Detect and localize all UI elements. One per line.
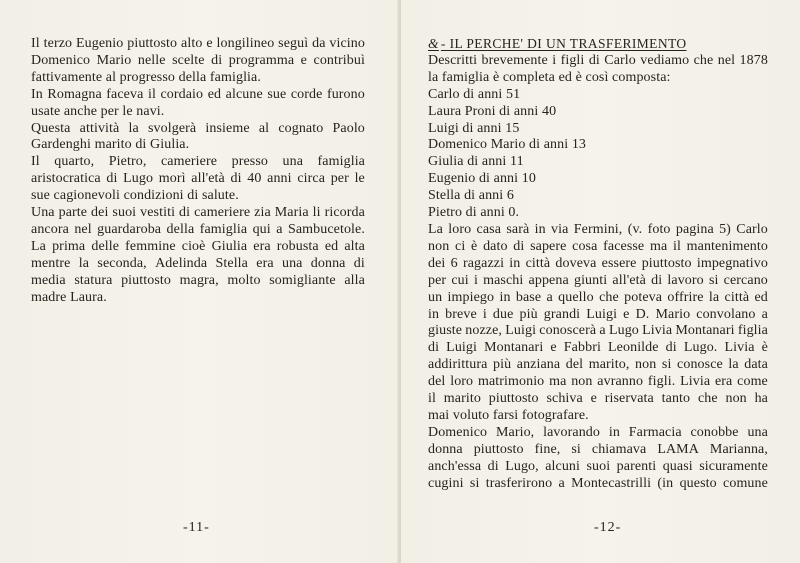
text-line: un impiego in base a quello che poteva offrire la città ed	[428, 289, 768, 305]
text-line: fattivamente al progresso della famiglia.	[31, 69, 261, 85]
text-line: Questa attività la svolgerà insieme al cognato Paolo	[31, 120, 365, 136]
text-line: Carlo di anni 51	[428, 86, 521, 102]
text-line: addirittura più anziana del marito, non si conosce la data	[428, 357, 768, 373]
ornament-icon: &	[428, 36, 439, 51]
text-line: La prima delle femmine cioè Giulia era robusta ed alta	[31, 238, 365, 254]
text-line: madre Laura.	[31, 289, 107, 305]
text-line: anch'essa di Lugo, alcuni suoi parenti quasi sicuramente	[428, 458, 768, 474]
text-line: Il terzo Eugenio piuttosto alto e longilineo seguì da vicino	[31, 36, 365, 51]
text-line: Una parte dei suoi vestiti di cameriere zia Maria li ricorda	[31, 205, 365, 221]
text-line: Eugenio di anni 10	[428, 171, 536, 187]
text-line: mai voluto farsi fotografare.	[428, 407, 589, 423]
text-line: Pietro di anni 0.	[428, 205, 520, 221]
section-heading-text: - IL PERCHE' DI UN TRASFERIMENTO	[440, 36, 687, 51]
text-line: Stella di anni 6	[428, 188, 514, 204]
page-number: -12-	[594, 520, 622, 535]
text-line: ancora nel guardaroba della famiglia qui a Sambucetole.	[31, 221, 365, 237]
text-line: Luigi di anni 15	[428, 120, 520, 136]
text-line: Descritti brevemente i figli di Carlo vediamo che nel 1878	[428, 52, 768, 68]
text-line: di Luigi Montanari e Fabbri Leonilde di Lugo. Livia è	[428, 340, 768, 356]
text-line: Domenico Mario nelle scelte di programma e contribuì	[31, 52, 365, 68]
text-line: Domenico Mario di anni 13	[428, 137, 587, 153]
right-page	[401, 0, 800, 563]
text-line: aristocratica di Lugo morì all'età di 40 anni circa per le	[31, 171, 365, 187]
text-line: Il quarto, Pietro, cameriere presso una famiglia	[31, 154, 365, 170]
text-line: La loro casa sarà in via Fermini, (v. foto pagina 5) Carlo	[428, 221, 768, 237]
text-line: per cui i maschi appena giunti all'età di lavoro si cercano	[428, 272, 768, 288]
text-line: usate anche per le navi.	[31, 103, 165, 119]
left-page-text	[31, 36, 365, 307]
text-line: Domenico Mario, lavorando in Farmacia conobbe una	[428, 424, 768, 440]
text-line: giuste nozze, Luigi conoscerà a Lugo Livia Montanari figlia	[428, 323, 768, 339]
text-line: sue cagionevoli condizioni di salute.	[31, 188, 239, 204]
section-heading	[428, 36, 768, 53]
right-page-text	[428, 36, 768, 492]
text-line: la famiglia è completa ed è così composta:	[428, 69, 671, 85]
text-line: In Romagna faceva il cordaio ed alcune sue corde furono	[31, 86, 365, 102]
text-line: dei 6 ragazzi in città doveva essere piuttosto impegnativo	[428, 255, 768, 271]
left-page	[0, 0, 399, 563]
text-line: cugini si trasferirono a Montecastrilli (in questo comune	[428, 475, 768, 491]
text-line: media statura piuttosto magra, molto somigliante alla	[31, 272, 365, 288]
text-line: non ci è dato di sapere cosa facesse ma il mantenimento	[428, 238, 768, 254]
text-line: il marito piuttosto schiva e riservata tanto che non ha	[428, 391, 768, 407]
text-line: donna piuttosto fine, si chiamava LAMA Marianna,	[428, 441, 768, 457]
text-line: Laura Proni di anni 40	[428, 103, 557, 119]
text-line: mentre la seconda, Adelinda Stella era una donna di	[31, 255, 365, 271]
page-number: -11-	[183, 520, 210, 535]
text-line: Giulia di anni 11	[428, 154, 524, 170]
text-line: del loro matrimonio ma non avranno figli. Livia era come	[428, 374, 768, 390]
text-line: in breve i due più grandi Luigi e D. Mario convolano a	[428, 306, 768, 322]
text-line: Gardenghi marito di Giulia.	[31, 137, 190, 153]
